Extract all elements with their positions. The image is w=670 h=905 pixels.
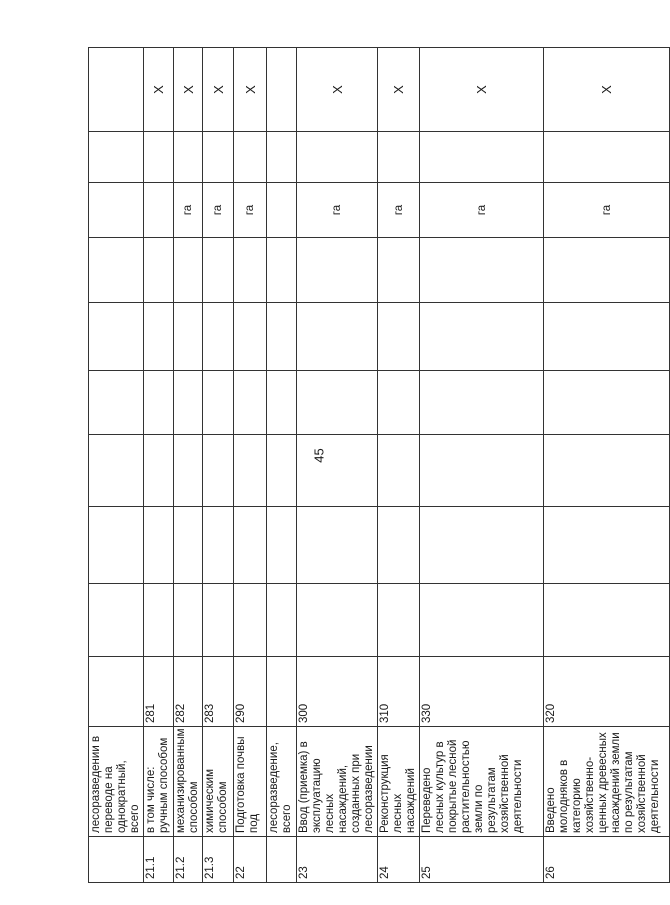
empty-cell	[174, 584, 203, 657]
empty-cell	[378, 371, 420, 435]
rotated-table	[88, 48, 661, 883]
empty-cell	[174, 371, 203, 435]
row-unit: га	[544, 183, 670, 238]
row-unit	[267, 183, 297, 238]
empty-cell	[544, 584, 670, 657]
empty-cell	[234, 238, 267, 303]
empty-cell	[267, 584, 297, 657]
empty-cell	[267, 371, 297, 435]
row-number: 25	[420, 837, 544, 883]
row-mark: X	[234, 48, 267, 132]
row-name: Введено молодняков в категорию хозяйственно-ценных древесных насаждений земли по результатам хозяйственной деятельности	[544, 727, 670, 837]
row-unit: га	[234, 183, 267, 238]
empty-cell	[297, 435, 378, 507]
empty-cell	[267, 238, 297, 303]
empty-cell	[144, 435, 174, 507]
empty-cell	[420, 238, 544, 303]
row-mark: X	[174, 48, 203, 132]
row-unit	[144, 183, 174, 238]
row-code	[267, 657, 297, 727]
row-mark: X	[544, 48, 670, 132]
empty-cell	[203, 238, 234, 303]
empty-cell	[234, 584, 267, 657]
row-code: 330	[420, 657, 544, 727]
row-code: 300	[297, 657, 378, 727]
empty-cell	[378, 303, 420, 371]
empty-cell	[174, 132, 203, 183]
empty-cell	[544, 371, 670, 435]
row-name: химическим способом	[203, 727, 234, 837]
empty-cell	[544, 303, 670, 371]
empty-cell	[234, 132, 267, 183]
row-number: 26	[544, 837, 670, 883]
table-row	[234, 48, 267, 883]
empty-cell	[203, 371, 234, 435]
empty-cell	[234, 303, 267, 371]
empty-cell	[420, 132, 544, 183]
row-number: 22	[234, 837, 267, 883]
table-body	[89, 48, 670, 883]
empty-cell	[89, 132, 144, 183]
row-name: в том числе: ручным способом	[144, 727, 174, 837]
row-code: 282	[174, 657, 203, 727]
row-name: Подготовка почвы под	[234, 727, 267, 837]
row-number: 21.2	[174, 837, 203, 883]
row-unit: га	[420, 183, 544, 238]
row-number	[267, 837, 297, 883]
empty-cell	[267, 435, 297, 507]
empty-cell	[267, 132, 297, 183]
empty-cell	[420, 584, 544, 657]
row-number: 24	[378, 837, 420, 883]
empty-cell	[297, 238, 378, 303]
row-unit: га	[174, 183, 203, 238]
row-mark: X	[203, 48, 234, 132]
row-number	[89, 837, 144, 883]
empty-cell	[378, 435, 420, 507]
empty-cell	[378, 584, 420, 657]
empty-cell	[267, 303, 297, 371]
empty-cell	[297, 584, 378, 657]
row-name: Ввод (приемка) в эксплуатацию лесных насаждений, созданных при лесоразведении	[297, 727, 378, 837]
row-name: лесоразведении в переводе на однократный, всего	[89, 727, 144, 837]
page-number: 45	[311, 448, 327, 463]
empty-cell	[203, 303, 234, 371]
table-row	[267, 48, 297, 883]
empty-cell	[89, 238, 144, 303]
empty-cell	[297, 303, 378, 371]
row-unit: га	[203, 183, 234, 238]
empty-cell	[420, 371, 544, 435]
empty-cell	[144, 507, 174, 584]
row-number: 23	[297, 837, 378, 883]
empty-cell	[234, 507, 267, 584]
row-name: Реконструкция лесных насаждений	[378, 727, 420, 837]
row-code: 281	[144, 657, 174, 727]
table-row	[544, 48, 670, 883]
row-unit	[89, 183, 144, 238]
empty-cell	[267, 507, 297, 584]
row-code	[89, 657, 144, 727]
empty-cell	[234, 371, 267, 435]
empty-cell	[89, 303, 144, 371]
row-mark: X	[144, 48, 174, 132]
empty-cell	[420, 303, 544, 371]
empty-cell	[297, 507, 378, 584]
empty-cell	[144, 371, 174, 435]
row-mark: X	[297, 48, 378, 132]
empty-cell	[297, 132, 378, 183]
row-name: Переведено лесных культур в покрытые лесной растительностью земли по результатам хозяйственной деятельности	[420, 727, 544, 837]
empty-cell	[297, 371, 378, 435]
row-unit: га	[378, 183, 420, 238]
table-row	[420, 48, 544, 883]
empty-cell	[174, 238, 203, 303]
empty-cell	[378, 238, 420, 303]
table-row	[174, 48, 203, 883]
empty-cell	[544, 435, 670, 507]
empty-cell	[234, 435, 267, 507]
empty-cell	[203, 132, 234, 183]
empty-cell	[89, 371, 144, 435]
empty-cell	[144, 132, 174, 183]
row-unit: га	[297, 183, 378, 238]
table-row	[144, 48, 174, 883]
empty-cell	[378, 507, 420, 584]
empty-cell	[174, 507, 203, 584]
table-row	[378, 48, 420, 883]
table-row	[203, 48, 234, 883]
empty-cell	[174, 303, 203, 371]
empty-cell	[544, 132, 670, 183]
empty-cell	[144, 584, 174, 657]
empty-cell	[544, 507, 670, 584]
empty-cell	[144, 303, 174, 371]
empty-cell	[89, 507, 144, 584]
row-name: лесоразведение, всего	[267, 727, 297, 837]
row-mark: X	[420, 48, 544, 132]
empty-cell	[544, 238, 670, 303]
row-number: 21.1	[144, 837, 174, 883]
report-table	[88, 47, 670, 883]
table-row	[297, 48, 378, 883]
row-code: 283	[203, 657, 234, 727]
empty-cell	[174, 435, 203, 507]
empty-cell	[420, 507, 544, 584]
row-mark	[267, 48, 297, 132]
row-number: 21.3	[203, 837, 234, 883]
row-code: 290	[234, 657, 267, 727]
empty-cell	[89, 584, 144, 657]
empty-cell	[144, 238, 174, 303]
row-name: механизированным способом	[174, 727, 203, 837]
row-code: 320	[544, 657, 670, 727]
table-row	[89, 48, 144, 883]
empty-cell	[203, 507, 234, 584]
empty-cell	[89, 435, 144, 507]
row-code: 310	[378, 657, 420, 727]
empty-cell	[378, 132, 420, 183]
empty-cell	[203, 584, 234, 657]
row-mark: X	[378, 48, 420, 132]
row-mark	[89, 48, 144, 132]
empty-cell	[203, 435, 234, 507]
empty-cell	[420, 435, 544, 507]
